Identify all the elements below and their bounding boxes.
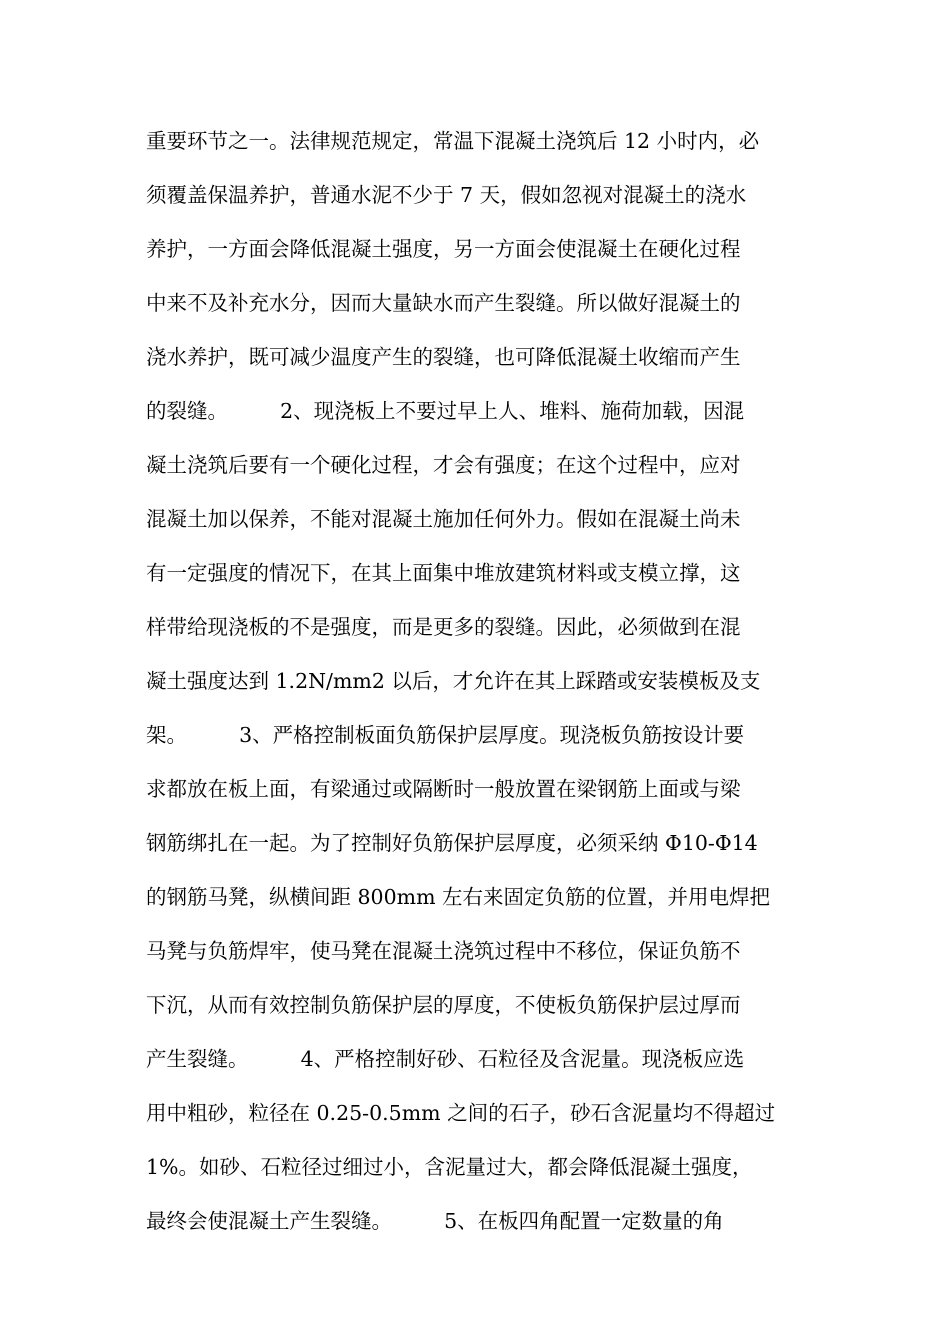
text-line: 的钢筋马凳，纵横间距 800mm 左右来固定负筋的位置，并用电焊把 bbox=[146, 885, 771, 909]
text-line: 中来不及补充水分，因而大量缺水而产生裂缝。所以做好混凝土的 bbox=[146, 291, 741, 315]
text-line: 架。 3、严格控制板面负筋保护层厚度。现浇板负筋按设计要 bbox=[146, 723, 745, 747]
text-line: 有一定强度的情况下，在其上面集中堆放建筑材料或支模立撑，这 bbox=[146, 561, 741, 585]
text-line: 样带给现浇板的不是强度，而是更多的裂缝。因此，必须做到在混 bbox=[146, 615, 741, 639]
text-line: 的裂缝。 2、现浇板上不要过早上人、堆料、施荷加载，因混 bbox=[146, 399, 745, 423]
text-line: 钢筋绑扎在一起。为了控制好负筋保护层厚度，必须采纳 Φ10-Φ14 bbox=[146, 831, 758, 855]
text-line: 凝土浇筑后要有一个硬化过程，才会有强度；在这个过程中，应对 bbox=[146, 453, 741, 477]
text-line: 产生裂缝。 4、严格控制好砂、石粒径及含泥量。现浇板应选 bbox=[146, 1047, 745, 1071]
text-line: 凝土强度达到 1.2N/mm2 以后，才允许在其上踩踏或安装模板及支 bbox=[146, 669, 761, 693]
text-line: 浇水养护，既可减少温度产生的裂缝，也可降低混凝土收缩而产生 bbox=[146, 345, 741, 369]
text-line: 下沉，从而有效控制负筋保护层的厚度，不使板负筋保护层过厚而 bbox=[146, 993, 741, 1017]
body-text bbox=[146, 114, 816, 1248]
text-line: 须覆盖保温养护，普通水泥不少于 7 天，假如忽视对混凝土的浇水 bbox=[146, 183, 747, 207]
text-line: 求都放在板上面，有梁通过或隔断时一般放置在梁钢筋上面或与梁 bbox=[146, 777, 741, 801]
text-line: 马凳与负筋焊牢，使马凳在混凝土浇筑过程中不移位，保证负筋不 bbox=[146, 939, 741, 963]
text-line: 混凝土加以保养，不能对混凝土施加任何外力。假如在混凝土尚未 bbox=[146, 507, 741, 531]
text-line: 重要环节之一。法律规范规定，常温下混凝土浇筑后 12 小时内，必 bbox=[146, 129, 760, 153]
text-line: 1%。如砂、石粒径过细过小，含泥量过大，都会降低混凝土强度， bbox=[146, 1155, 753, 1179]
text-line: 养护，一方面会降低混凝土强度，另一方面会使混凝土在硬化过程 bbox=[146, 237, 741, 261]
text-line: 用中粗砂，粒径在 0.25-0.5mm 之间的石子，砂石含泥量均不得超过 bbox=[146, 1101, 776, 1125]
text-line: 最终会使混凝土产生裂缝。 5、在板四角配置一定数量的角 bbox=[146, 1209, 724, 1233]
